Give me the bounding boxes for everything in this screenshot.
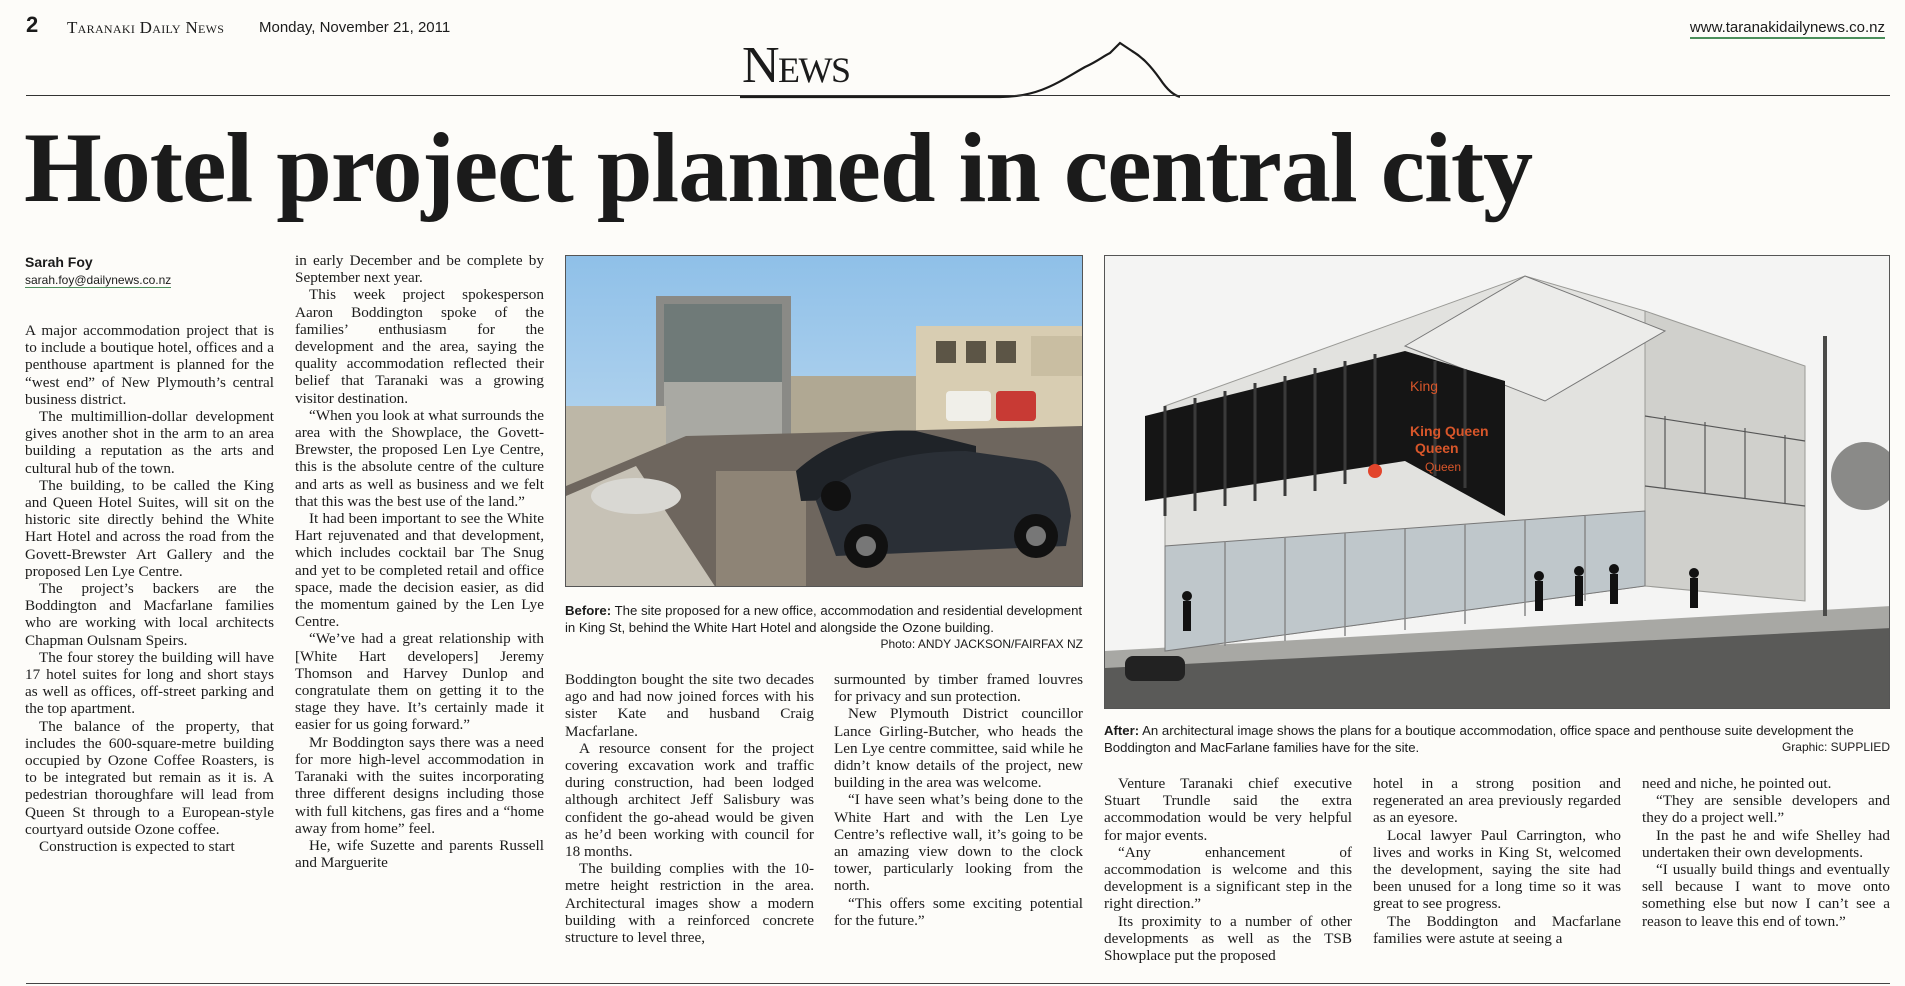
paragraph: The project’s backers are the Boddington and Macfarlane families who are working with local architects Chapman Oulsnam Speirs.: [25, 580, 274, 649]
site-photo-image: [566, 256, 1083, 587]
author-name: Sarah Foy: [25, 254, 93, 270]
before-photo: [565, 255, 1083, 587]
signage-text: Queen: [1415, 440, 1459, 456]
paragraph: New Plymouth District councillor Lance Girling-Butcher, who heads the Len Lye centre committee, said while he didn’t know details of the project, new building in the area was welcome.: [834, 705, 1083, 792]
paragraph: Mr Boddington says there was a need for more high-level accommodation in Taranaki with the suites incorporating three different designs including those with full kitchens, gas fires and a “home away from home” feel.: [295, 733, 544, 837]
author-email-link[interactable]: sarah.foy@dailynews.co.nz: [25, 273, 172, 287]
signage-text: King Queen: [1410, 423, 1489, 439]
paragraph: The Boddington and Macfarlane families were astute at seeing a: [1373, 912, 1621, 947]
paragraph: A resource consent for the project covering excavation work and traffic during construction, had been lodged although architect Jeff Salisbury was confident the go-ahead would be given as he’d been working with council for 18 months.: [565, 739, 814, 861]
paragraph: Its proximity to a number of other developments as well as the TSB Showplace put the proposed: [1104, 912, 1352, 965]
page-number: 2: [26, 12, 39, 37]
paragraph: Boddington bought the site two decades ago and had now joined forces with his sister Kate and husband Craig Macfarlane.: [565, 671, 814, 740]
caption-text: An architectural image shows the plans for a boutique accommodation, office space and penthouse suite development the Boddington and MacFarlane families have for the site.: [1104, 723, 1854, 755]
caption-lead: Before:: [565, 603, 612, 618]
paragraph: need and niche, he pointed out.: [1642, 775, 1832, 792]
paragraph: It had been important to see the White Hart rejuvenated and that development, which includes cocktail bar The Snug and yet to be completed retail and office space, made the decision easier, as did the momentum gained by the Len Lye Centre.: [295, 510, 544, 631]
bottom-divider: [26, 983, 1890, 984]
masthead: [0, 0, 1905, 100]
paragraph: The building, to be called the King and Queen Hotel Suites, will sit on the historic site directly behind the White Hart Hotel and across the road from the Govett-Brewster Art Gallery and the proposed Len Lye Centre.: [25, 476, 274, 580]
caption-lead: After:: [1104, 723, 1140, 738]
after-caption: [1104, 722, 1890, 756]
paragraph: “We’ve had a great relationship with [White Hart developers] Jeremy Thomson and Harvey Dunlop and congratulate them on getting it to the stage they have. It’s certainly made it easier for us going forward.”: [295, 630, 544, 734]
paragraph: A major accommodation project that is to include a boutique hotel, offices and a penthouse apartment is planned for the “west end” of New Plymouth’s central business district.: [25, 322, 274, 408]
after-rendering: [1104, 255, 1890, 709]
byline: [25, 254, 275, 289]
paragraph: The building complies with the 10-metre height restriction in the area. Architectural images show a modern building with a reinforced concrete structure to level three,: [565, 860, 814, 947]
section-label: News: [742, 37, 850, 94]
paragraph: He, wife Suzette and parents Russell and Marguerite: [295, 836, 544, 872]
headline: Hotel project planned in central city: [24, 112, 1533, 223]
before-caption: [565, 602, 1083, 653]
signage-text: King: [1410, 378, 1439, 394]
photo-credit: Graphic: SUPPLIED: [1781, 740, 1890, 754]
paragraph: Local lawyer Paul Carrington, who lives and works in King St, welcomed the development, saying the site had been unused for a long time so it was great to see progress.: [1373, 826, 1621, 913]
caption-text: The site proposed for a new office, accommodation and residential development in King St, behind the White Hart Hotel and alongside the Ozone building.: [565, 603, 1083, 635]
paper-name: Taranaki Daily News: [67, 18, 225, 37]
photo-credit: Photo: ANDY JACKSON/FAIRFAX NZ: [880, 637, 1083, 651]
paragraph: The multimillion-dollar development gives another shot in the arm to an area building a reputation as the arts and cultural hub of the town.: [25, 408, 274, 477]
article-column-1: [25, 322, 274, 855]
article-column-7: [1642, 775, 1890, 930]
paragraph: hotel in a strong position and regenerated an area previously regarded as an eyesore.: [1373, 775, 1621, 827]
paragraph: surmounted by timber framed louvres for privacy and sun protection.: [834, 671, 1083, 706]
paragraph: The balance of the property, that includes the 600-square-metre building occupied by Ozone Coffee Roasters, is to be integrated but remain as it is. A pedestrian thoroughfare will lead from Queen St through to a European-style courtyard outside Ozone coffee.: [25, 717, 274, 838]
article-column-2: [295, 252, 544, 871]
website-link[interactable]: www.taranakidailynews.co.nz: [1690, 19, 1885, 39]
paragraph: “When you look at what surrounds the area with the Showplace, the Govett-Brewster, the proposed Len Lye Centre, this is the absolute centre of the culture and arts as well as business and we felt that this was the best use of the land.”: [295, 406, 544, 510]
paragraph: “Any enhancement of accommodation is welcome and this development is a significant step in the right direction.”: [1104, 843, 1352, 913]
paragraph: Venture Taranaki chief executive Stuart Trundle said the extra accommodation would be very helpful for major events.: [1104, 775, 1352, 844]
architectural-rendering-image: [1105, 256, 1890, 709]
signage-text: Queen: [1425, 460, 1462, 474]
article-column-4: [834, 671, 1083, 929]
masthead-divider: [26, 95, 1890, 96]
paragraph: The four storey the building will have 17 hotel suites for long and short stays as well as offices, off-street parking and the top apartment.: [25, 648, 274, 718]
paragraph: This week project spokesperson Aaron Boddington spoke of the families’ enthusiasm for the development and the area, saying the quality accommodation reflected their belief that Taranaki was a growing visitor destination.: [295, 286, 544, 407]
paragraph: “I have seen what’s being done to the White Hart and with the Len Lye Centre’s reflective wall, it’s going to be an amazing view down to the clock tower, particularly looking from the north.: [834, 791, 1083, 895]
paragraph: in early December and be complete by September next year.: [295, 252, 544, 287]
paragraph: In the past he and wife Shelley had undertaken their own developments.: [1642, 826, 1890, 861]
paragraph: Construction is expected to start: [39, 838, 235, 856]
paragraph: “This offers some exciting potential for the future.”: [834, 894, 1083, 929]
issue-date: Monday, November 21, 2011: [259, 19, 451, 36]
paragraph: “I usually build things and eventually sell because I want to move onto something else but now I can’t see a reason to leave this end of town.”: [1642, 861, 1890, 930]
paragraph: “They are sensible developers and they do a project well.”: [1642, 792, 1890, 827]
article-column-6: [1373, 775, 1621, 947]
article-column-5: [1104, 775, 1352, 964]
article-column-3: [565, 671, 814, 946]
